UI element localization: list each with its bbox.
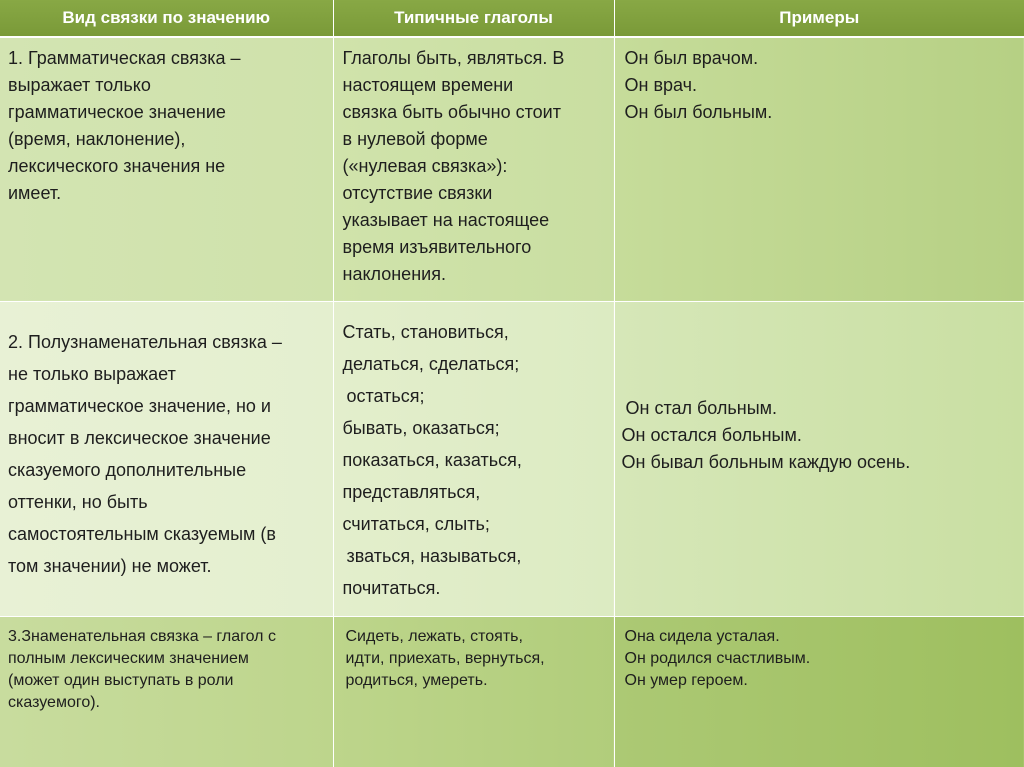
text-line: остаться; — [346, 386, 425, 407]
text-line: том значении) не может. — [8, 556, 212, 577]
text-line: 2. Полузнаменательная связка – — [8, 332, 282, 353]
table-row — [0, 616, 1024, 767]
text-line: Он стал больным. — [625, 398, 778, 419]
cell-type — [0, 616, 333, 767]
text-line: наклонения. — [342, 264, 446, 284]
cell-examples — [614, 302, 1024, 616]
text-line: Он родился счастливым. — [624, 649, 811, 667]
table-row — [0, 37, 1024, 302]
text-line: в нулевой форме — [342, 129, 488, 149]
text-line: Он бывал больным каждую осень. — [621, 452, 911, 473]
text-line: идти, приехать, вернуться, — [345, 649, 545, 667]
text-line: бывать, оказаться; — [342, 418, 500, 439]
cell-verbs — [333, 37, 614, 302]
text-line: Стать, становиться, — [342, 322, 509, 343]
text-line: связка быть обычно стоит — [342, 102, 561, 122]
table-row — [0, 302, 1024, 616]
text-line: грамматическое значение — [8, 102, 226, 122]
text-line: грамматическое значение, но и — [8, 396, 271, 417]
text-line: не только выражает — [8, 364, 176, 385]
text-line: («нулевая связка»): — [342, 156, 508, 176]
text-line: делаться, сделаться; — [342, 354, 520, 375]
header-examples: Примеры — [614, 0, 1024, 37]
text-line: полным лексическим значением — [8, 649, 249, 667]
text-line: родиться, умереть. — [345, 671, 488, 689]
text-line: сказуемого). — [8, 693, 100, 711]
text-line: Он был врачом. — [624, 48, 759, 68]
text-line: настоящем времени — [342, 75, 514, 95]
cell-examples — [614, 616, 1024, 767]
text-line: показаться, казаться, — [342, 450, 522, 471]
header-type: Вид связки по значению — [0, 0, 333, 37]
text-line: 1. Грамматическая связка – — [8, 48, 241, 68]
text-line: время изъявительного — [342, 237, 532, 257]
text-line: (может один выступать в роли — [8, 671, 234, 689]
cell-verbs — [333, 616, 614, 767]
text-line: имеет. — [8, 183, 62, 203]
cell-type — [0, 302, 333, 616]
text-line: считаться, слыть; — [342, 514, 490, 535]
text-line: отсутствие связки — [342, 183, 493, 203]
text-line: (время, наклонение), — [8, 129, 186, 149]
cell-type — [0, 37, 333, 302]
text-line: самостоятельным сказуемым (в — [8, 524, 276, 545]
text-line: представляться, — [342, 482, 481, 503]
text-line: Он врач. — [624, 75, 698, 95]
text-line: оттенки, но быть — [8, 492, 148, 513]
header-verbs: Типичные глаголы — [333, 0, 614, 37]
text-line: Он остался больным. — [621, 425, 802, 446]
cell-verbs — [333, 302, 614, 616]
cell-examples — [614, 37, 1024, 302]
text-line: лексического значения не — [8, 156, 226, 176]
text-line: Он умер героем. — [624, 671, 748, 689]
text-line: указывает на настоящее — [342, 210, 550, 230]
text-line: выражает только — [8, 75, 151, 95]
table-header-row — [0, 0, 1024, 37]
text-line: зваться, называться, — [346, 546, 522, 567]
text-line: почитаться. — [342, 578, 441, 599]
text-line: вносит в лексическое значение — [8, 428, 271, 449]
text-line: сказуемого дополнительные — [8, 460, 247, 481]
text-line: Она сидела усталая. — [624, 627, 780, 645]
text-line: Он был больным. — [624, 102, 773, 122]
text-line: Сидеть, лежать, стоять, — [345, 627, 523, 645]
text-line: Глаголы быть, являться. В — [342, 48, 565, 68]
text-line: 3.Знаменательная связка – глагол с — [8, 627, 276, 645]
